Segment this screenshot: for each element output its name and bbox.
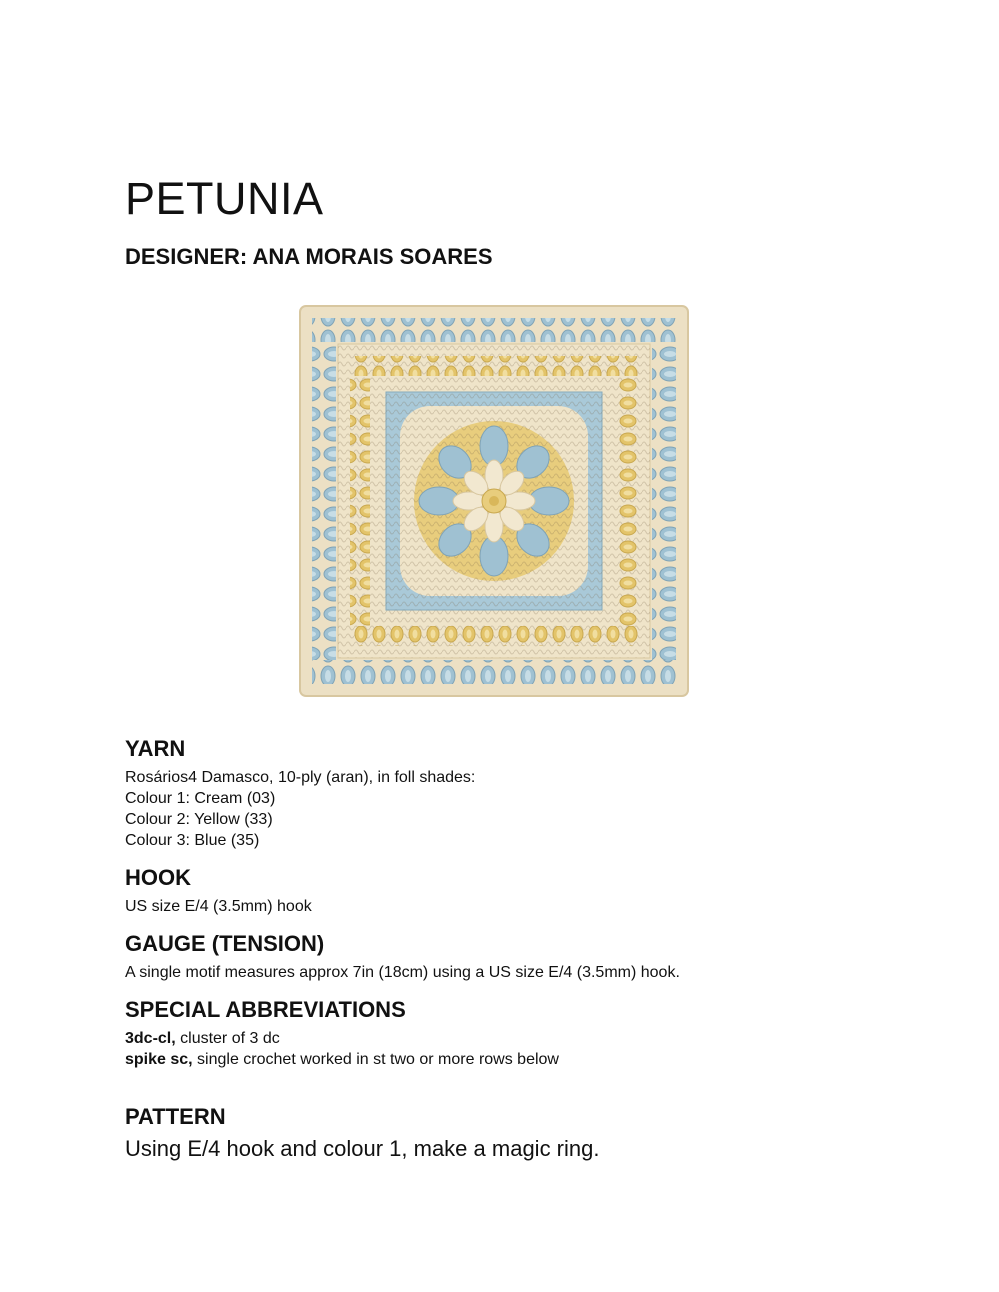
hook-section (125, 867, 312, 917)
yarn-heading: YARN (125, 736, 186, 761)
gauge-heading: GAUGE (TENSION) (125, 931, 325, 956)
hook-details (125, 896, 312, 917)
gauge-section (125, 933, 680, 983)
abbreviation-item (125, 1049, 559, 1070)
crochet-motif-photo (298, 304, 690, 698)
abbreviation-term: 3dc-cl, (125, 1030, 176, 1047)
abbreviation-term: spike sc, (125, 1051, 193, 1068)
pattern-heading: PATTERN (125, 1104, 226, 1129)
designer-credit: DESIGNER: ANA MORAIS SOARES (125, 244, 493, 269)
yarn-details (125, 767, 475, 851)
abbreviation-item (125, 1028, 559, 1049)
abbreviation-definition: cluster of 3 dc (175, 1030, 280, 1047)
hook-text: US size E/4 (3.5mm) hook (125, 898, 312, 915)
abbreviations-heading: SPECIAL ABBREVIATIONS (125, 997, 406, 1022)
pattern-text: Using E/4 hook and colour 1, make a magic ring. (125, 1136, 600, 1161)
yarn-section (125, 738, 475, 851)
abbreviations-section (125, 999, 559, 1070)
yarn-line: Rosários4 Damasco, 10-ply (aran), in foll shades: (125, 769, 476, 786)
abbreviation-definition: single crochet worked in st two or more rows below (192, 1051, 559, 1068)
gauge-details (125, 962, 680, 983)
abbreviations-list (125, 1028, 559, 1070)
gauge-text: A single motif measures approx 7in (18cm) using a US size E/4 (3.5mm) hook. (125, 964, 680, 981)
hook-heading: HOOK (125, 865, 191, 890)
page-title: PETUNIA (125, 173, 324, 224)
yarn-line: Colour 1: Cream (03) (125, 790, 276, 807)
yarn-line: Colour 3: Blue (35) (125, 832, 260, 849)
yarn-line: Colour 2: Yellow (33) (125, 811, 273, 828)
pattern-section (125, 1106, 599, 1162)
